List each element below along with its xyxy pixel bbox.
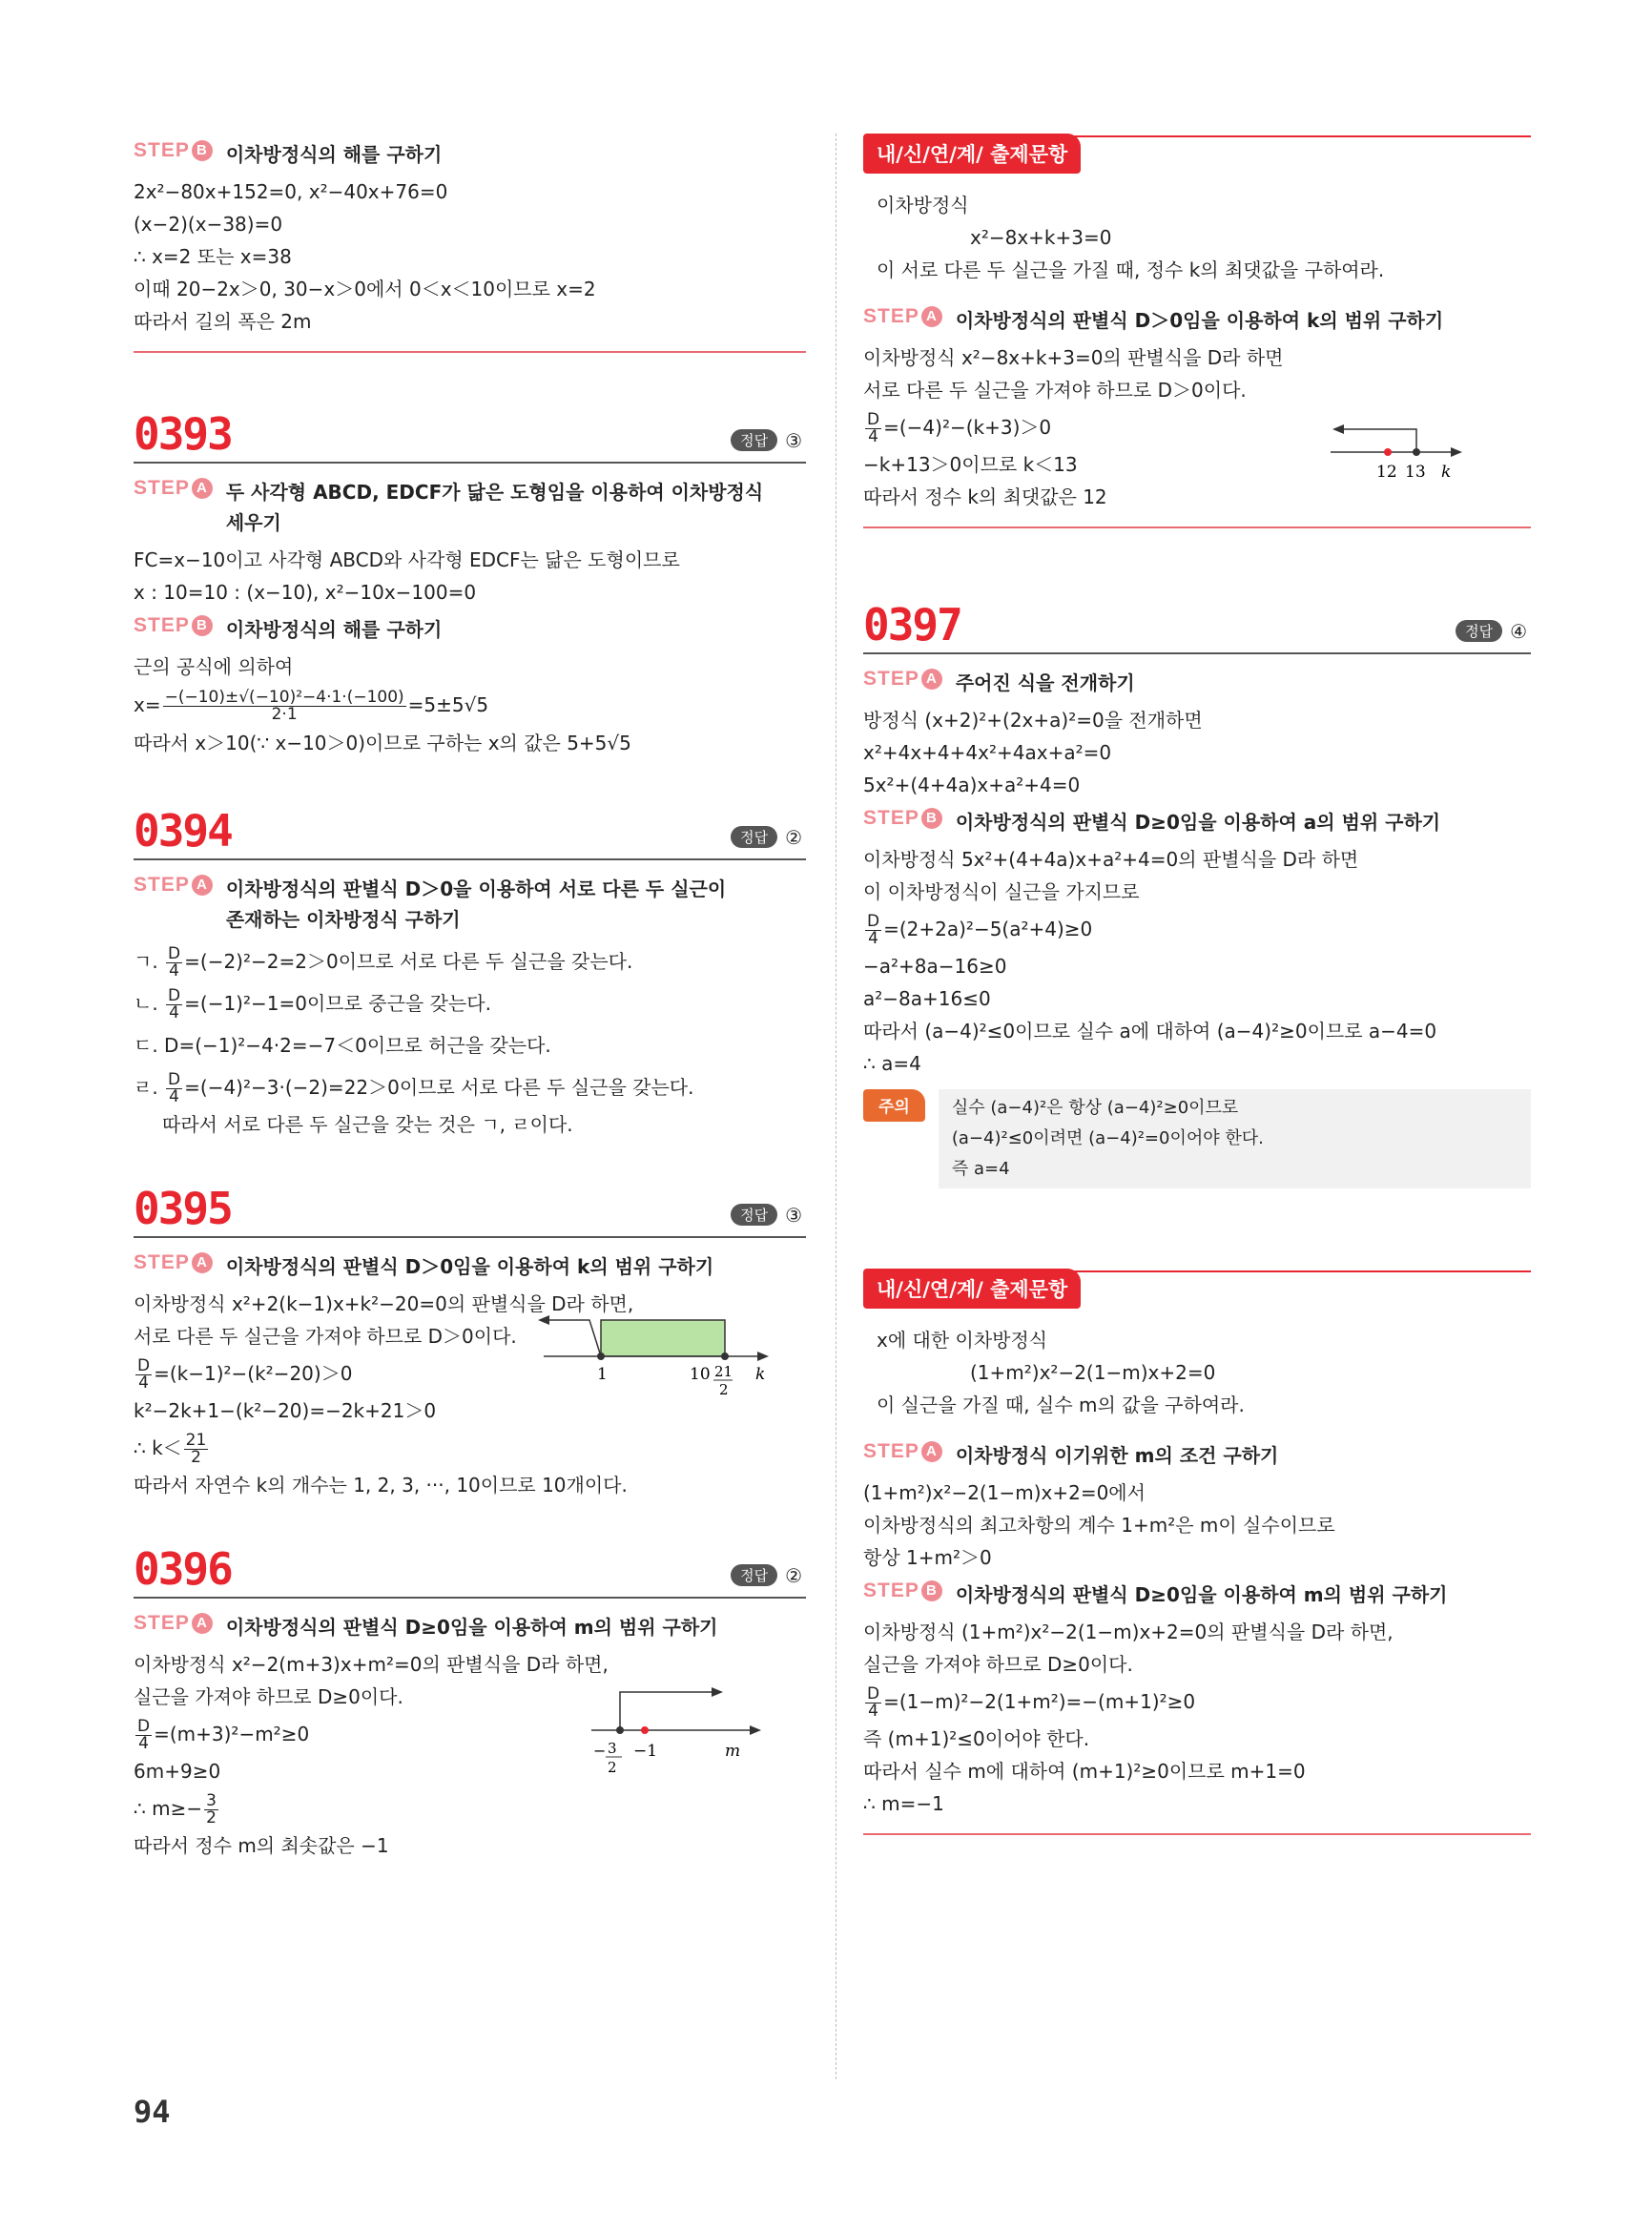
choice-item: ㄴ. $\frac{D}{4}$ =(−1)²−1=0이므로 중근을 갖는다. — [134, 986, 491, 1022]
problem-header — [134, 801, 806, 860]
caution-tag: 주의 — [863, 1089, 925, 1122]
step-b: STEP B 이차방정식의 판별식 D≥0임을 이용하여 m의 범위 구하기 — [863, 1580, 1448, 1606]
step-a: STEP A 주어진 식을 전개하기 — [863, 668, 1135, 694]
range-arrow — [544, 1320, 601, 1356]
solution-line: 이차방정식 5x²+(4+4a)x+a²+4=0의 판별식을 D라 하면 — [863, 848, 1359, 871]
solution-line: 따라서 정수 m의 최솟값은 −1 — [134, 1834, 389, 1857]
section-rule — [863, 527, 1531, 528]
answer: 정답 ③ — [731, 1204, 802, 1227]
tick-label: 12 — [1376, 463, 1397, 482]
caution-body: 실수 (a−4)²은 항상 (a−4)²≥0이므로 (a−4)²≤0이려면 (a−4)²=0이어야 한다. 즉 a=4 — [939, 1089, 1531, 1188]
solution-line: $\frac{D}{4}$ =(1−m)²−2(1+m²)=−(m+1)²≥0 — [867, 1684, 1196, 1721]
tick-label: 1 — [597, 1365, 608, 1384]
svg-text:−: − — [593, 1742, 607, 1760]
problem-number: 0394 — [134, 805, 232, 857]
solution-line: ∴ k＜ $\frac{21}{2}$ — [134, 1431, 207, 1467]
problem-number: 0396 — [134, 1543, 232, 1595]
axis-head — [1451, 447, 1462, 457]
tick-label: 2 — [608, 1759, 617, 1776]
number-line — [1321, 420, 1464, 486]
tick-label: 3 — [608, 1740, 617, 1757]
arrow-head — [712, 1687, 723, 1697]
problem-0393 — [134, 404, 806, 759]
solution-line: ∴ x=2 또는 x=38 — [134, 245, 292, 268]
solution-line: 이차방정식 x²−2(m+3)x+m²=0의 판별식을 D라 하면, — [134, 1653, 609, 1676]
tick-label: 2 — [719, 1381, 729, 1398]
naesin-header — [863, 134, 1531, 179]
solution-line: 2x²−80x+152=0, x²−40x+76=0 — [134, 180, 448, 203]
conclusion: 따라서 서로 다른 두 실근을 갖는 것은 ㄱ, ㄹ이다. — [162, 1113, 573, 1136]
solution-line: $\frac{D}{4}$ =(−4)²−(k+3)＞0 — [867, 410, 1052, 446]
answer: 정답 ④ — [1456, 620, 1527, 643]
arrow-head — [538, 1315, 549, 1325]
point-12 — [1384, 448, 1392, 456]
number-line — [582, 1683, 773, 1778]
problem-header — [134, 1179, 806, 1238]
solution-line: (x−2)(x−38)=0 — [134, 213, 283, 236]
choice-item: ㄷ. D=(−1)²−4·2=−7＜0이므로 허근을 갖는다. — [134, 1034, 551, 1057]
solution-line: 실근을 가져야 하므로 D≥0이다. — [134, 1685, 403, 1708]
solution-line: (1+m²)x²−2(1−m)x+2=0에서 — [863, 1481, 1146, 1504]
range-arrow — [1340, 429, 1416, 452]
section-rule — [863, 1833, 1531, 1835]
step-b: STEP B 이차방정식의 해를 구하기 — [134, 139, 443, 166]
problem-header — [134, 404, 806, 464]
solution-line: 이차방정식의 최고차항의 계수 1+m²은 m이 실수이므로 — [863, 1514, 1335, 1537]
solution-line: 서로 다른 두 실근을 가져야 하므로 D＞0이다. — [134, 1325, 517, 1348]
problem-header — [134, 1539, 806, 1599]
question-line: 이 실근을 가질 때, 실수 m의 값을 구하여라. — [877, 1394, 1245, 1416]
tick-label: 13 — [1405, 463, 1426, 482]
naesin-header — [863, 1269, 1531, 1314]
page-number: 94 — [134, 2094, 171, 2130]
solution-line: −a²+8a−16≥0 — [863, 955, 1007, 978]
range-shade — [601, 1320, 725, 1356]
point-13 — [1413, 448, 1420, 456]
problem-0396 — [134, 1539, 806, 1862]
step-a: STEP A 두 사각형 ABCD, EDCF가 닮은 도형임을 이용하여 이차방정식 세우기 — [134, 477, 764, 534]
solution-line: x²+4x+4+4x²+4ax+a²=0 — [863, 741, 1112, 764]
choice-item: ㄹ. $\frac{D}{4}$ =(−4)²−3·(−2)=22＞0이므로 서로 다른 두 실근을 갖는다. — [134, 1070, 694, 1106]
step-a: STEP A 이차방정식의 판별식 D＞0임을 이용하여 k의 범위 구하기 — [863, 305, 1444, 332]
tick-label: 21 — [714, 1363, 733, 1380]
arrow-head — [1332, 424, 1344, 434]
axis-var: m — [725, 1742, 741, 1761]
axis-var: k — [1441, 463, 1452, 482]
solution-line: x : 10=10 : (x−10), x²−10x−100=0 — [134, 581, 477, 604]
point-1 — [597, 1352, 605, 1360]
solution-line: 따라서 실수 m에 대하여 (m+1)²≥0이므로 m+1=0 — [863, 1760, 1306, 1783]
axis-var: k — [755, 1365, 766, 1384]
problem-number: 0393 — [134, 408, 232, 460]
solution-line: FC=x−10이고 사각형 ABCD와 사각형 EDCF는 닮은 도형이므로 — [134, 548, 680, 571]
solution-line: 서로 다른 두 실근을 가져야 하므로 D＞0이다. — [863, 379, 1247, 402]
axis-head — [757, 1352, 769, 1361]
point-21-2 — [721, 1352, 729, 1360]
question-line: x에 대한 이차방정식 — [877, 1329, 1048, 1352]
solution-line: $\frac{D}{4}$ =(2+2a)²−5(a²+4)≥0 — [867, 912, 1093, 948]
solution-line: 6m+9≥0 — [134, 1760, 221, 1783]
question-eq: (1+m²)x²−2(1−m)x+2=0 — [970, 1361, 1216, 1384]
step-a: STEP A 이차방정식의 판별식 D＞0을 이용하여 서로 다른 두 실근이 존재하는 이차방정식 구하기 — [134, 874, 727, 931]
right-column — [863, 134, 1531, 1848]
solution-line: 따라서 길의 폭은 2m — [134, 310, 312, 333]
solution-line: k²−2k+1−(k²−20)=−2k+21＞0 — [134, 1399, 437, 1422]
naesin-badge: 내/신/연/계/ 출제문항 — [863, 1269, 1081, 1309]
solution-line: 이차방정식 x²−8x+k+3=0의 판별식을 D라 하면 — [863, 346, 1284, 369]
solution-line: a²−8a+16≤0 — [863, 987, 991, 1010]
left-column — [134, 134, 806, 1862]
solution-line: 이때 20−2x＞0, 30−x＞0에서 0＜x＜10이므로 x=2 — [134, 278, 596, 300]
solution-line: 실근을 가져야 하므로 D≥0이다. — [863, 1653, 1133, 1676]
choice-item: ㄱ. $\frac{D}{4}$ =(−2)²−2=2＞0이므로 서로 다른 두 실근을 갖는다. — [134, 944, 633, 981]
naesin-problem-2 — [863, 1269, 1531, 1835]
solution-line: 따라서 (a−4)²≤0이므로 실수 a에 대하여 (a−4)²≥0이므로 a−4=0 — [863, 1020, 1437, 1043]
section-rule — [134, 351, 806, 353]
problem-number: 0395 — [134, 1183, 232, 1234]
problem-0395 — [134, 1179, 806, 1501]
solution-line: 이 이차방정식이 실근을 가지므로 — [863, 880, 1140, 903]
number-line — [534, 1312, 782, 1398]
answer: 정답 ③ — [731, 429, 802, 452]
answer: 정답 ② — [731, 1564, 802, 1587]
tick-label: 10 — [690, 1365, 711, 1384]
solution-line: 따라서 자연수 k의 개수는 1, 2, 3, ···, 10이므로 10개이다. — [134, 1474, 628, 1497]
step-a: STEP A 이차방정식의 판별식 D＞0임을 이용하여 k의 범위 구하기 — [134, 1251, 714, 1278]
solution-line: ∴ a=4 — [863, 1052, 921, 1075]
range-arrow — [620, 1692, 715, 1730]
step-a: STEP A 이차방정식 이기위한 m의 조건 구하기 — [863, 1440, 1279, 1467]
naesin-badge: 내/신/연/계/ 출제문항 — [863, 134, 1081, 174]
question-line: 이 서로 다른 두 실근을 가질 때, 정수 k의 최댓값을 구하여라. — [877, 258, 1385, 281]
quadratic-formula: x= $\frac{\text{−(−10)±√(−10)²−4·1·(−100)}}{2\cdot 1}$ =5±5√5 — [134, 688, 489, 724]
problem-0394 — [134, 801, 806, 1141]
solution-line: 따라서 x＞10(∵ x−10＞0)이므로 구하는 x의 값은 5+5√5 — [134, 732, 631, 754]
solution-line: 방정식 (x+2)²+(2x+a)²=0을 전개하면 — [863, 709, 1203, 732]
step-a: STEP A 이차방정식의 판별식 D≥0임을 이용하여 m의 범위 구하기 — [134, 1612, 718, 1639]
solution-line: 이차방정식 (1+m²)x²−2(1−m)x+2=0의 판별식을 D라 하면, — [863, 1621, 1394, 1643]
step-b: STEP B 이차방정식의 판별식 D≥0임을 이용하여 a의 범위 구하기 — [863, 807, 1441, 834]
naesin-problem-1 — [863, 134, 1531, 528]
solution-line: −k+13＞0이므로 k＜13 — [863, 453, 1078, 476]
solution-line: $\frac{D}{4}$ =(k−1)²−(k²−20)＞0 — [137, 1356, 353, 1393]
problem-0397 — [863, 595, 1531, 1188]
solution-line: 5x²+(4+4a)x+a²+4=0 — [863, 774, 1081, 796]
solution-line: ∴ m=−1 — [863, 1792, 944, 1815]
solution-line: 근의 공식에 의하여 — [134, 655, 294, 678]
tick-label: −1 — [633, 1742, 658, 1761]
solution-line: 이차방정식 x²+2(k−1)x+k²−20=0의 판별식을 D라 하면, — [134, 1292, 634, 1315]
question-eq: x²−8x+k+3=0 — [970, 226, 1112, 249]
solution-line: 즉 (m+1)²≤0이어야 한다. — [863, 1727, 1090, 1750]
point-neg-1 — [641, 1726, 649, 1734]
problem-number: 0397 — [863, 599, 961, 650]
axis-head — [750, 1725, 761, 1735]
caution-note — [863, 1089, 1531, 1188]
problem-header — [863, 595, 1531, 654]
step-b: STEP B 이차방정식의 해를 구하기 — [134, 614, 443, 641]
prev-solution — [134, 139, 806, 353]
solution-line: $\frac{D}{4}$ =(m+3)²−m²≥0 — [137, 1717, 310, 1753]
question-line: 이차방정식 — [877, 194, 969, 217]
solution-line: 항상 1+m²＞0 — [863, 1546, 992, 1569]
solution-line: 따라서 정수 k의 최댓값은 12 — [863, 485, 1107, 508]
answer: 정답 ② — [731, 826, 802, 849]
solution-line: ∴ m≥− $\frac{3}{2}$ — [134, 1791, 217, 1827]
point-neg-3-2 — [616, 1726, 624, 1734]
